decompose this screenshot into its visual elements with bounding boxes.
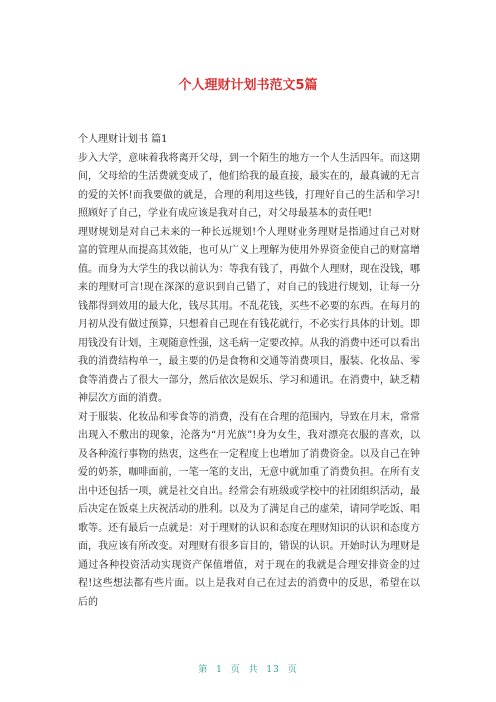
document-body bbox=[78, 131, 420, 612]
document-title: 个人理财计划书范文5篇 bbox=[178, 78, 318, 93]
paragraph-2: 理财规划是对自己未来的一种长远规划!个人理财业务理财是指通过自己对财富的管理从而提高其效能，也可从广义上理解为使用外界资金使自己的财富增值。而身为大学生的我以前认为：等我有钱了，再做个人理财，现在没钱，哪来的理财可言!现在深深的意识到自己错了，对自己的钱进行规划，让每一分钱都得到效用的最大化，钱尽其用。不乱花钱，买些不必要的东西。在每月的月初从没有做过预算，只想着自己现在有钱花就行，不必实行具体的计划。即用钱没有计划，主观随意性强，这毛病一定要改掉。从我的消费中还可以看出我的消费结构单一，最主要的仍是食物和交通等消费项目，服装、化妆品、零食等消费占了很大一部分，然后依次是娱乐、学习和通讯。在消费中，缺乏精神层次方面的消费。 bbox=[78, 226, 420, 404]
paragraph-3: 对于服装、化妆品和零食等的消费，没有在合理的范围内，导致在月末，常常出现入不敷出的现象，沦落为“月光族”!身为女生，我对漂亮衣服的喜欢，以及各种流行事物的热衷，这些在一定程度上也增加了消费资金。以及自己在钟爱的奶茶，咖啡面前，一笔一笔的支出，无意中就加重了消费负担。在所有支出中还包括一项，就是社交自出。经常会有班级或学校中的社团组织活动，最后决定在饭桌上庆祝活动的胜利。以及为了满足自己的虚荣，请同学吃饭、唱歌等。还有最后一点就是：对于理财的认识和态度在理财知识的认识和态度方面，我应该有所改变。对理财有很多盲目的，错误的认识。开始时认为理财是通过各种投资活动实现资产保值增值，对于现在的我就是合理安排资金的过程!这些想法都有些片面。以上是我对自己在过去的消费中的反思，希望在以后的 bbox=[78, 411, 420, 608]
page-number-footer: 第 1 页 共 13 页 bbox=[198, 665, 298, 675]
section-heading: 个人理财计划书 篇1 bbox=[78, 134, 168, 145]
paragraph-1: 步入大学，意味着我将离开父母，到一个陌生的地方一个人生活四年。而这期间，父母给的生活费就变成了，他们给我的最直接，最实在的，最真诚的无言的爱的关怀!而我要做的就是，合理的利用这些钱，打理好自己的生活和学习!照顾好了自己，学业有成应该是我对自己，对父母最基本的责任吧! bbox=[78, 152, 420, 219]
